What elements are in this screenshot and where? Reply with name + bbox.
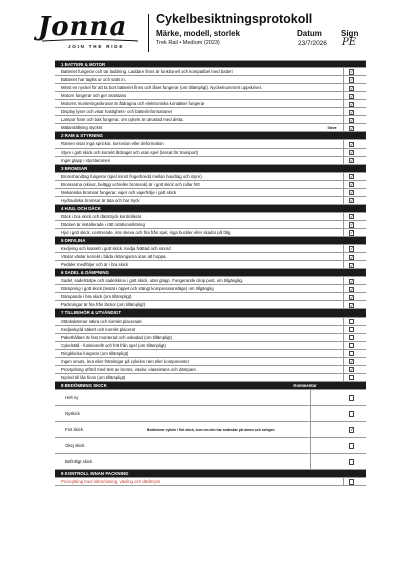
checklist-item-text: Ingen smuts, lera eller främlingar på cykelns ram eller komponenter: [61, 358, 190, 364]
section-title: 4 HJUL OCH DÄCK: [61, 205, 101, 211]
checklist-item-text: Mekaniska bromsar fungerar, vajer och vajerhölje i gott skick: [61, 189, 177, 195]
column-divider: [343, 157, 344, 164]
column-divider: [310, 454, 311, 469]
checkbox[interactable]: [349, 86, 354, 91]
checkbox[interactable]: [349, 395, 354, 400]
checkbox[interactable]: [349, 459, 354, 464]
checklist-item-text: Styre i gott skick och korrekt åtdraget och utan spel (lossat för transport): [61, 149, 199, 155]
column-divider: [343, 229, 344, 236]
checklist-row: [55, 285, 366, 293]
check-icon: ✓: [350, 359, 354, 365]
section-title: 8 BEDÖMNING SKICK: [61, 382, 107, 388]
checkbox[interactable]: [349, 335, 354, 340]
checklist-item-text: Fint skick: [65, 426, 83, 432]
checklist-row: [55, 350, 366, 358]
checklist-row: [55, 157, 366, 165]
checklist-row: [55, 124, 366, 132]
checkbox[interactable]: [349, 214, 354, 219]
check-icon: ✓: [350, 214, 354, 220]
checkbox[interactable]: [349, 287, 354, 292]
checklist-row: [55, 253, 366, 261]
checklist-row: [55, 366, 366, 374]
checkbox[interactable]: [349, 102, 354, 107]
checklist-item-text: Sadel, sadelstolpe och sadelskruv i gott skick, utan glapp. Fungerande drop post, om tillgänglig.: [61, 278, 244, 284]
checkbox[interactable]: [349, 367, 354, 372]
checklist-item-text: Växlar växlar korrekt i båda riktningarna utan att hoppa.: [61, 254, 167, 260]
checklist-item-text: Batteriet har taglits ur och satts in.: [61, 77, 126, 83]
checklist-row: [55, 390, 366, 406]
column-divider: [343, 108, 344, 115]
checklist-row: [55, 189, 366, 197]
document-subtitle: Märke, modell, storlek: [156, 29, 241, 38]
check-icon: ✓: [350, 198, 354, 204]
checkbox[interactable]: [349, 255, 354, 260]
section-title: 5 DRIVLINA: [61, 238, 86, 244]
checklist-item-text: Motorn fungerar och ger assistans: [61, 93, 127, 99]
checkbox[interactable]: [349, 142, 354, 147]
checklist-row: [55, 76, 366, 84]
checkbox[interactable]: [349, 94, 354, 99]
column-divider: [343, 350, 344, 357]
signature: PE: [342, 37, 357, 48]
checklist-item-text: Mätarställning stycket: [61, 125, 103, 131]
check-icon: ✓: [350, 141, 354, 147]
checklist-row: [55, 438, 366, 454]
checklist-row: [55, 301, 366, 309]
checkbox[interactable]: [349, 174, 354, 179]
checkbox[interactable]: [349, 479, 354, 484]
checklist-item-text: Okej skick: [65, 442, 85, 448]
checklist-row: [55, 84, 366, 92]
check-icon: ✓: [350, 367, 354, 373]
document-title: Cykelbesiktningsprotokoll: [156, 12, 313, 26]
column-divider: [343, 84, 344, 91]
checklist-item-text: Batteriet fungerar och tar laddning. Laddare finns är funktionell och kompatibel med batteri: [61, 69, 233, 75]
checkbox[interactable]: [349, 77, 354, 82]
date-value: 23/7/2026: [298, 40, 327, 47]
checklist-item-text: Display lyser och visar hastighets- och batteriinformationer: [61, 109, 173, 115]
checklist-row: [55, 173, 366, 181]
checklist-table: [55, 60, 366, 486]
checklist-row: [55, 334, 366, 342]
checklist-row: [55, 213, 366, 221]
bike-model: Trek Rail • Medium (2023): [156, 40, 220, 46]
checklist-row: [55, 478, 366, 486]
checklist-row: [55, 100, 366, 108]
checkbox[interactable]: [349, 319, 354, 324]
check-icon: ✓: [350, 246, 354, 252]
checklist-item-text: Kedjeskydd säkert och korrekt placerat: [61, 326, 136, 332]
comment-text: Steve: [327, 126, 337, 131]
check-icon: ✓: [350, 174, 354, 180]
checklist-row: [55, 108, 366, 116]
checklist-row: [55, 358, 366, 366]
column-divider: [343, 100, 344, 107]
checklist-item-text: Lampor fram och bak fungerar, om cykeln är utrustad med detta.: [61, 117, 184, 123]
checklist-item-text: Packningar är fria från läckor (om tillämpligt): [61, 302, 146, 308]
checklist-row: [55, 68, 366, 76]
column-divider: [343, 181, 344, 188]
column-divider: [343, 358, 344, 365]
section-title: 1 BATTERI & MOTOR: [61, 62, 106, 67]
checklist-item-text: Cykelställ - funktionellt och fritt från spel (om tillämpligt): [61, 342, 166, 348]
checkbox[interactable]: [349, 246, 354, 251]
logo-tagline: JOIN THE RIDE: [68, 44, 125, 49]
checklist-row: [55, 149, 366, 157]
checklist-row: [55, 342, 366, 350]
checkbox[interactable]: [349, 411, 354, 416]
column-divider: [343, 293, 344, 300]
checklist-row: [55, 454, 366, 470]
checklist-item-text: Provtydning utförd med test av broms, växlar, elassistans och dämpare.: [61, 366, 198, 372]
checklist-item-text: Stänkskärmar säkra och korrekt placerade: [61, 318, 142, 324]
comment-text: Bedömmer cykeln i fint skick, icon om den har smärskar på ramen och svingen: [147, 427, 275, 432]
date-label: Datum: [297, 29, 322, 38]
column-divider: [343, 277, 344, 284]
column-divider: [310, 422, 311, 437]
column-divider: [343, 92, 344, 99]
check-icon: ✓: [350, 222, 354, 228]
checkbox[interactable]: [349, 158, 354, 163]
column-divider: [343, 478, 344, 485]
section-header: [55, 60, 366, 68]
check-icon: ✓: [350, 427, 354, 433]
header-divider: [148, 14, 149, 52]
checkbox[interactable]: [349, 279, 354, 284]
section-title: 3 BROMSAR: [61, 165, 88, 171]
checkbox[interactable]: [349, 303, 354, 308]
checklist-row: [55, 406, 366, 422]
column-divider: [343, 76, 344, 83]
checklist-item-text: Inget glapp i styrstammen: [61, 157, 111, 163]
checkbox[interactable]: [349, 375, 354, 380]
checklist-item-text: Ramen visar inga sprickor, korrosion eller deformation: [61, 141, 164, 147]
check-icon: ✓: [350, 230, 354, 236]
section-title: 9 KONTROLL INNAN PACKNING: [61, 470, 129, 476]
checkbox[interactable]: [349, 69, 354, 74]
check-icon: ✓: [350, 294, 354, 300]
column-divider: [343, 261, 344, 268]
checklist-item-text: Minst en nyckel för att ta bort batteriet finns och låset fungerar (om tillämpligt). Nyckelnummret uppskrivet.: [61, 85, 263, 91]
logo-wordmark: Jonna: [38, 12, 128, 42]
column-divider: [310, 390, 311, 405]
checkbox[interactable]: [349, 182, 354, 187]
checklist-row: [55, 422, 366, 438]
sign-label: Sign: [341, 29, 359, 38]
checkbox[interactable]: [349, 118, 354, 123]
checkbox[interactable]: [349, 351, 354, 356]
checklist-row: [55, 181, 366, 189]
checkbox[interactable]: [349, 150, 354, 155]
column-divider: [343, 245, 344, 252]
column-divider: [343, 140, 344, 147]
checkbox[interactable]: [349, 327, 354, 332]
checklist-item-text: Ringklocka fungerar (om tillämpligt): [61, 350, 129, 356]
checklist-row: [55, 261, 366, 269]
checklist-item-text: Däcken är installerade i rätt rotationsriktning: [61, 221, 145, 227]
column-divider: [310, 406, 311, 421]
check-icon: ✓: [350, 125, 354, 131]
section-header: [55, 269, 366, 277]
section-title: 7 TILLBEHÖR & UTVÄNDIGT: [61, 310, 122, 316]
column-divider: [343, 149, 344, 156]
check-icon: ✓: [350, 85, 354, 91]
checklist-item-text: Befintligt skick: [65, 458, 93, 464]
checklist-item-text: Nyckel till lås finns (om tillämpligt): [61, 374, 126, 380]
section-header: [55, 237, 366, 245]
check-icon: ✓: [350, 190, 354, 196]
column-divider: [343, 301, 344, 308]
column-divider: [343, 366, 344, 373]
checkbox[interactable]: [349, 230, 354, 235]
checklist-row: [55, 326, 366, 334]
column-divider: [343, 253, 344, 260]
checklist-row: [55, 140, 366, 148]
column-divider: [343, 326, 344, 333]
checklist-row: [55, 221, 366, 229]
checkbox[interactable]: [349, 222, 354, 227]
checkbox[interactable]: [349, 443, 354, 448]
section-title: 2 RAM & STYRNING: [61, 133, 103, 139]
section-header: [55, 382, 366, 390]
column-divider: [343, 334, 344, 341]
check-icon: ✓: [350, 157, 354, 163]
checklist-item-text: Hjul i gott skick, centrerade, inte skeva och fria från spel, inga buckler eller skador på fälg: [61, 229, 231, 235]
checklist-item-text: Hydrauliska bromsar är tata och har tryck: [61, 197, 140, 203]
checklist-row: [55, 92, 366, 100]
column-divider: [343, 68, 344, 75]
column-divider: [343, 342, 344, 349]
checklist-item-text: Motorns monteringsskruvar är åtdragna och elektroniska kontakter fungerar: [61, 101, 205, 107]
checkbox[interactable]: [349, 190, 354, 195]
checklist-item-text: Bromshandtag fungerar (spel minst fingerbredd mellan handtag och styre): [61, 173, 202, 179]
checklist-item-text: Pakethållare är fast monterad och oskadad (om tillämpligt): [61, 334, 173, 340]
section-header: [55, 132, 366, 140]
section-header: [55, 205, 366, 213]
checklist-item-text: Helt ny: [65, 394, 79, 400]
checklist-row: [55, 293, 366, 301]
checkbox[interactable]: [349, 198, 354, 203]
checklist-row: [55, 374, 366, 382]
column-divider: [343, 213, 344, 220]
column-divider: [310, 438, 311, 453]
section-header: [55, 470, 366, 478]
checklist-item-text: Däck i bra skick och däcktryck kontrollerat: [61, 213, 141, 219]
checklist-row: [55, 318, 366, 326]
column-divider: [343, 197, 344, 204]
checkbox[interactable]: [349, 427, 354, 432]
checkbox[interactable]: [349, 359, 354, 364]
column-divider: [343, 285, 344, 292]
checkbox[interactable]: [349, 343, 354, 348]
check-icon: ✓: [350, 182, 354, 188]
section-header: [55, 165, 366, 173]
check-icon: ✓: [350, 149, 354, 155]
checkbox[interactable]: [349, 110, 354, 115]
checklist-row: [55, 245, 366, 253]
checklist-item-text: Dämpning i gott skick (testat i öppet och stängt kompressionsläge) om tillgänglig: [61, 286, 214, 292]
section-title: 6 SADEL & DÄMPNING: [61, 270, 109, 276]
checklist-row: [55, 277, 366, 285]
checklist-item-text: Nyskick: [65, 410, 80, 416]
checklist-item-text: Dämpande i bra skick (om tillämpligt): [61, 294, 132, 300]
brand-logo: [38, 12, 144, 54]
checkbox[interactable]: [349, 295, 354, 300]
check-icon: ✓: [350, 278, 354, 284]
section-header: [55, 309, 366, 317]
column-divider: [343, 173, 344, 180]
check-icon: ✓: [350, 101, 354, 107]
column-divider: [343, 374, 344, 381]
check-icon: ✓: [350, 117, 354, 123]
checklist-row: [55, 197, 366, 205]
checklist-item-text: Provcykling med inbromsning, växling och däcktryck: [61, 478, 161, 484]
check-icon: ✓: [350, 302, 354, 308]
check-icon: ✓: [350, 109, 354, 115]
check-icon: ✓: [350, 69, 354, 75]
checklist-item-text: Kedjeing och kassett i gott skick. Kedja fvättad och smord: [61, 246, 171, 252]
checklist-item-text: Bromsarna (skivor, belägg och/eller bromsok) är i gott skick och rullar fritt: [61, 181, 200, 187]
check-icon: ✓: [350, 254, 354, 260]
checklist-row: [55, 116, 366, 124]
checklist-row: [55, 229, 366, 237]
column-divider: [343, 116, 344, 123]
check-icon: ✓: [350, 77, 354, 83]
checklist-item-text: Pedaler medföljer och är i bra skick: [61, 262, 129, 268]
check-icon: ✓: [350, 262, 354, 268]
column-divider: [343, 318, 344, 325]
check-icon: ✓: [350, 286, 354, 292]
column-divider: [343, 189, 344, 196]
column-divider: [343, 221, 344, 228]
checkbox[interactable]: [349, 263, 354, 268]
check-icon: ✓: [350, 93, 354, 99]
comment-column-header: Kommentar: [293, 382, 317, 388]
